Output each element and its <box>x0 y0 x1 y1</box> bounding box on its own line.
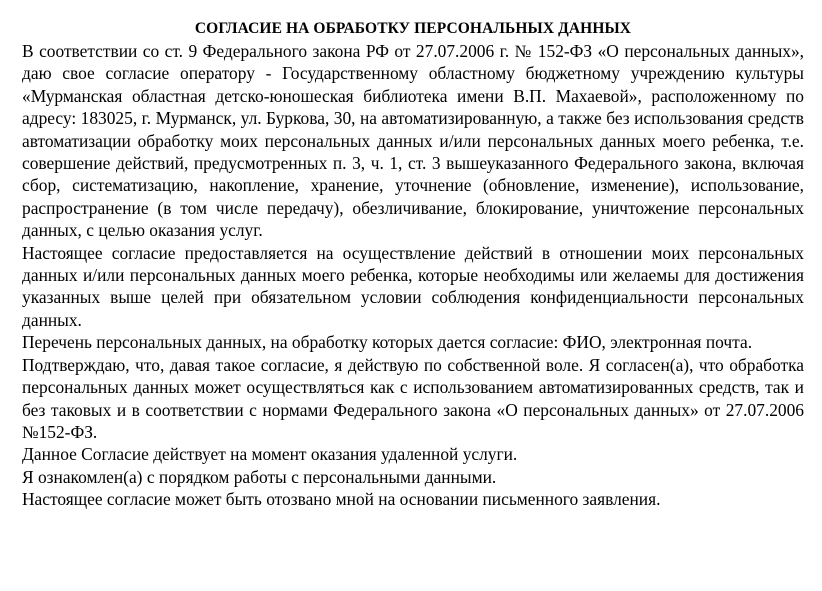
paragraph-confirmation: Подтверждаю, что, давая такое согласие, я действую по собственной воле. Я согласен(а), что обработка персональных данных может осуществляться как с использованием автоматизированных средств, так и без таковых и в соответствии с нормами Федерального закона «О персональных данных» от 27.07.2006 №152-ФЗ. <box>22 354 804 442</box>
paragraph-legal-basis: В соответствии со ст. 9 Федерального закона РФ от 27.07.2006 г. № 152-ФЗ «О персональных данных», даю свое согласие оператору - Государственному областному бюджетному учреждению культуры «Мурманская областная детско-юношеская библиотека имени В.П. Махаевой», расположенному по адресу: 183025, г. Мурманск, ул. Буркова, 30, на автоматизированную, а также без использования средств автоматизации обработку моих персональных данных и/или персональных данных моего ребенка, т.е. совершение действий, предусмотренных п. 3, ч. 1, ст. 3 вышеуказанного Федерального закона, включая сбор, систематизацию, накопление, хранение, уточнение (обновление, изменение), использование, распространение (в том числе передачу), обезличивание, блокирование, уничтожение персональных данных, с целью оказания услуг. <box>22 41 804 241</box>
paragraph-acknowledgement: Я ознакомлен(а) с порядком работы с персональными данными. <box>22 466 497 487</box>
paragraph-data-list: Перечень персональных данных, на обработку которых дается согласие: ФИО, электронная почта. <box>22 332 753 353</box>
paragraph-consent-scope: Настоящее согласие предоставляется на осуществление действий в отношении моих персональных данных и/или персональных данных моего ребенка, которые необходимы или желаемы для достижения указанных выше целей при обязательном условии соблюдения конфиденциальности персональных данных. <box>22 242 804 330</box>
paragraph-revocation: Настоящее согласие может быть отозвано мной на основании письменного заявления. <box>22 489 661 510</box>
document-title: СОГЛАСИЕ НА ОБРАБОТКУ ПЕРСОНАЛЬНЫХ ДАННЫХ <box>194 20 632 37</box>
paragraph-validity: Данное Согласие действует на момент оказания удаленной услуги. <box>22 444 518 465</box>
consent-document <box>22 18 804 511</box>
